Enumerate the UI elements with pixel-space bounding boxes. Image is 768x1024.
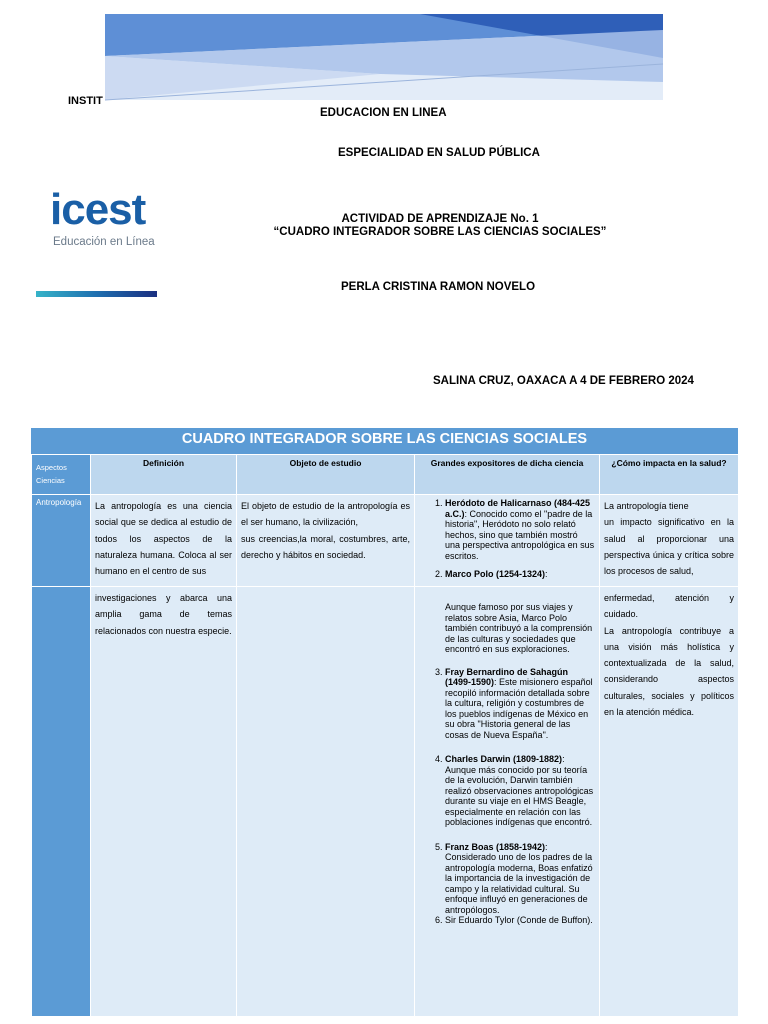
salud-text-3: La antropología contribuye a una visión más holística y contextualizada de la salud, considerando aspectos culturales, sociales y políticos en la atención médica. bbox=[604, 625, 734, 718]
expositor-desc: : Este misionero español recopiló información detallada sobre la cultura, religión y costumbres de los pueblos indígenas de México en su obra "Historia general de las cosas de Nueva España". bbox=[445, 677, 593, 740]
expositor-desc: Aunque famoso por sus viajes y relatos sobre Asia, Marco Polo también contribuyó a la comprensión de las culturas y sociedades que encontró en sus exploraciones. bbox=[445, 602, 593, 654]
salud-cell-continued bbox=[600, 587, 739, 1017]
objeto-text: El objeto de estudio de la antropología es el ser humano, la civilización, bbox=[241, 501, 410, 528]
header-line-2: ESPECIALIDAD EN SALUD PÚBLICA bbox=[338, 147, 540, 159]
integrating-table bbox=[31, 428, 738, 1017]
expositor-name: Fray Bernardino de Sahagún (1499-1590) bbox=[445, 666, 569, 687]
expositor-desc: : bbox=[545, 569, 548, 579]
author-name: PERLA CRISTINA RAMON NOVELO bbox=[341, 281, 536, 293]
expositor-name: Heródoto de Halicarnaso (484-425 a.C.) bbox=[445, 498, 591, 519]
definicion-cell bbox=[91, 495, 237, 587]
salud-text-2: enfermedad, atención y cuidado. bbox=[604, 593, 734, 620]
logo-subtitle: Educación en Línea bbox=[53, 236, 155, 248]
activity-title: “CUADRO INTEGRADOR SOBRE LAS CIENCIAS SOCIALES” bbox=[273, 226, 607, 238]
table-title: CUADRO INTEGRADOR SOBRE LAS CIENCIAS SOCIALES bbox=[31, 428, 738, 454]
expositores-cell-2 bbox=[415, 587, 600, 1017]
expositor-desc: Sir Eduardo Tylor (Conde de Buffon). bbox=[445, 915, 593, 925]
expositor-name: Franz Boas (1858-1942) bbox=[445, 841, 546, 852]
expositor-desc: : Considerado uno de los padres de la antropología moderna, Boas enfatizó la importancia de la investigación de campo y la relatividad cultural. Su enfoque influyó en generaciones de antropólogos. bbox=[445, 841, 593, 915]
activity-number: ACTIVIDAD DE APRENDIZAJE No. 1 bbox=[341, 213, 539, 225]
expositor-item bbox=[445, 569, 595, 580]
salud-text-a: La antropología tiene bbox=[604, 501, 689, 511]
expositores-cell-1 bbox=[415, 495, 600, 587]
expositor-desc: : Aunque más conocido por su teoría de la evolución, Darwin también realizó observaciones antropológicas durante su viaje en el HMS Beagle, especialmente en relación con las poblaciones indígenas que encontró. bbox=[445, 754, 594, 827]
col-header-expositores: Grandes expositores de dicha ciencia bbox=[415, 455, 600, 495]
expositor-item bbox=[445, 754, 595, 828]
expositor-item bbox=[445, 915, 595, 926]
expositor-item bbox=[445, 498, 595, 561]
institution-fragment: INSTIT bbox=[68, 95, 103, 107]
objeto-cell bbox=[237, 495, 415, 587]
definicion-cell-continued bbox=[91, 587, 237, 1017]
expositor-item bbox=[445, 842, 595, 916]
definicion-text-2: investigaciones y abarca una amplia gama de temas relacionados con nuestra especie. bbox=[95, 593, 232, 636]
header-line-1: EDUCACION EN LINEA bbox=[320, 107, 447, 119]
salud-cell bbox=[600, 495, 739, 587]
col-header-salud: ¿Cómo impacta en la salud? bbox=[600, 455, 739, 495]
definicion-text: La antropología es una ciencia social que se dedica al estudio de todos los aspectos de la naturaleza humana. Coloca al ser humano en el centro de sus bbox=[95, 501, 232, 577]
logo-gradient-bar bbox=[36, 291, 157, 297]
expositor-item bbox=[445, 667, 595, 741]
col-header-objeto: Objeto de estudio bbox=[237, 455, 415, 495]
row-label-continued bbox=[32, 587, 91, 1017]
icest-logo: icest bbox=[50, 185, 146, 234]
expositor-name: Charles Darwin (1809-1882) bbox=[445, 754, 563, 764]
objeto-cell-continued bbox=[237, 587, 415, 1017]
row-label-antropologia: Antropología bbox=[32, 495, 91, 587]
expositor-desc: : Conocido como el "padre de la historia", Heródoto no solo relató hechos, sino que también mostró una perspectiva antropológica en sus escritos. bbox=[445, 508, 595, 561]
col-header-definicion: Definición bbox=[91, 455, 237, 495]
corner-header: Aspectos Ciencias bbox=[32, 455, 91, 495]
salud-text-b: un impacto significativo en la salud al proporcionar una perspectiva única y crítica sobre los procesos de salud, bbox=[604, 517, 734, 577]
header-banner bbox=[0, 0, 768, 110]
objeto-text-2: sus creencias,la moral, costumbres, arte, derecho y hábitos en sociedad. bbox=[241, 533, 410, 560]
expositor-name: Marco Polo (1254-1324) bbox=[445, 569, 546, 579]
place-date: SALINA CRUZ, OAXACA A 4 DE FEBRERO 2024 bbox=[433, 375, 694, 387]
